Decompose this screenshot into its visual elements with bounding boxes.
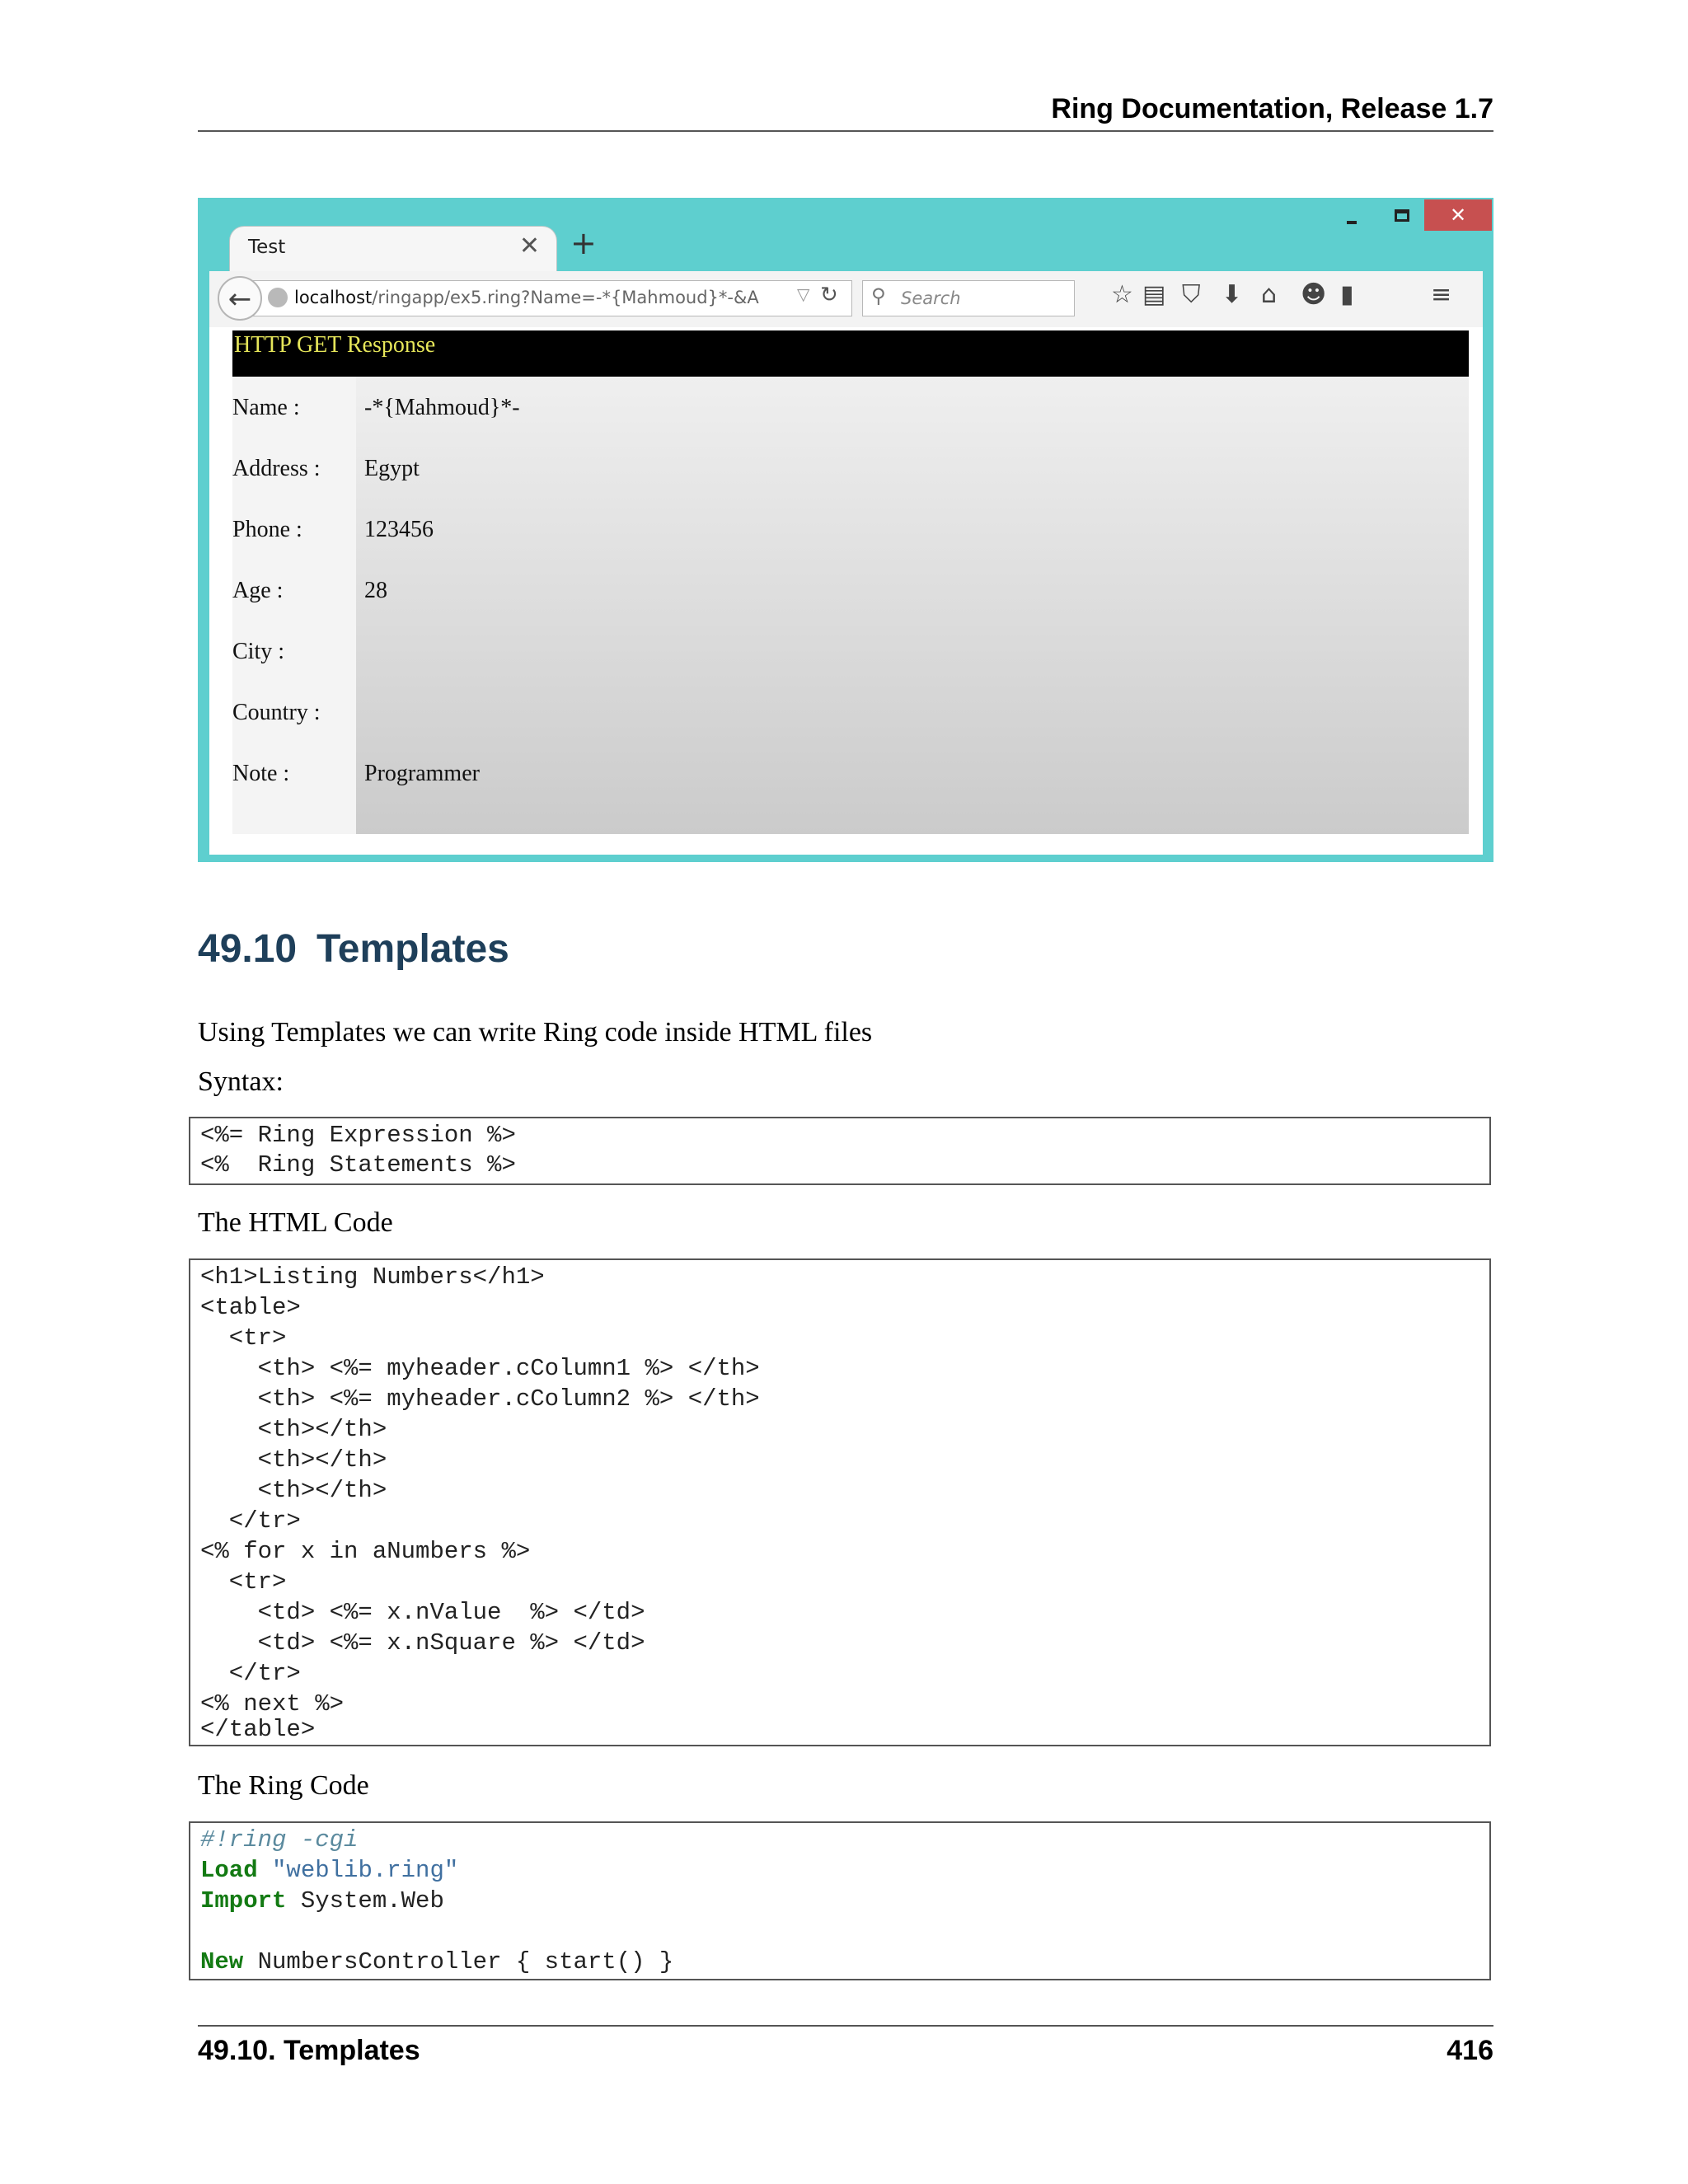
syntax-label: Syntax:	[198, 1066, 284, 1097]
code-line: <% for x in aNumbers %>	[200, 1538, 531, 1565]
url-host: localhost	[294, 288, 373, 307]
code-line: <th></th>	[200, 1477, 387, 1504]
code-line: <th> <%= myheader.cColumn1 %> </th>	[200, 1355, 760, 1382]
search-input[interactable]	[862, 280, 1075, 316]
code-string: "weblib.ring"	[272, 1857, 459, 1884]
field-label-phone: Phone :	[232, 517, 302, 542]
code-line	[200, 1948, 673, 1975]
response-title: HTTP GET Response	[234, 332, 436, 358]
code-line: </tr>	[200, 1507, 301, 1535]
ring-code-block	[189, 1821, 1491, 1980]
bookmark-icon[interactable]: ▮	[1340, 280, 1354, 309]
back-arrow-icon[interactable]: ←	[218, 276, 262, 321]
code-line: <td> <%= x.nValue %> </td>	[200, 1599, 645, 1626]
code-line: <%= Ring Expression %>	[200, 1122, 516, 1149]
code-line	[200, 1887, 444, 1915]
field-label-address: Address :	[232, 456, 321, 481]
code-line	[200, 1826, 358, 1854]
code-keyword: New	[200, 1948, 244, 1975]
field-label-name: Name :	[232, 395, 300, 420]
field-value-address: Egypt	[364, 456, 420, 481]
syntax-code-block	[189, 1117, 1491, 1185]
code-line: <h1>Listing Numbers</h1>	[200, 1263, 545, 1291]
menu-icon[interactable]: ≡	[1431, 280, 1452, 309]
code-line: <tr>	[200, 1568, 287, 1596]
html-code-label: The HTML Code	[198, 1207, 393, 1238]
code-line: <td> <%= x.nSquare %> </td>	[200, 1629, 645, 1657]
field-label-country: Country :	[232, 700, 321, 725]
code-line: <% next %>	[200, 1690, 345, 1718]
code-line: <th> <%= myheader.cColumn2 %> </th>	[200, 1385, 760, 1413]
window-close-button[interactable]: ✕	[1424, 199, 1492, 231]
tab-close-icon[interactable]: ✕	[518, 232, 540, 260]
home-icon[interactable]: ⌂	[1261, 280, 1278, 309]
url-dropdown-icon[interactable]: ▽	[797, 284, 810, 304]
footer-section: 49.10. Templates	[198, 2035, 420, 2066]
maximize-icon[interactable]	[1395, 209, 1409, 222]
field-label-note: Note :	[232, 761, 290, 786]
pocket-icon[interactable]: ⛉	[1182, 280, 1201, 309]
field-value-age: 28	[364, 578, 387, 603]
code-keyword: Import	[200, 1887, 287, 1915]
html-code-block	[189, 1258, 1491, 1746]
ring-code-label: The Ring Code	[198, 1770, 369, 1801]
code-line: <tr>	[200, 1324, 287, 1352]
new-tab-icon[interactable]: +	[570, 225, 597, 261]
page-footer	[198, 2025, 1493, 2066]
search-placeholder: Search	[901, 288, 961, 308]
code-line: <th></th>	[200, 1446, 387, 1474]
code-line: </table>	[200, 1716, 316, 1743]
url-path: /ringapp/ex5.ring?Name=-*{Mahmoud}*-&A	[372, 288, 759, 307]
page-header	[198, 91, 1493, 132]
star-icon[interactable]: ☆	[1111, 280, 1133, 309]
field-value-name: -*{Mahmoud}*-	[364, 395, 520, 420]
intro-paragraph: Using Templates we can write Ring code inside HTML files	[198, 1017, 873, 1047]
code-text: NumbersController { start() }	[243, 1948, 674, 1975]
code-line: <th></th>	[200, 1416, 387, 1443]
minimize-icon[interactable]	[1347, 221, 1357, 224]
browser-screenshot	[198, 198, 1493, 862]
code-line: </tr>	[200, 1660, 301, 1687]
reload-icon[interactable]: ↻	[820, 283, 838, 307]
url-bar[interactable]	[242, 280, 852, 316]
code-line	[200, 1857, 458, 1884]
url-text	[294, 288, 759, 307]
section-title: Templates	[316, 927, 509, 971]
navigation-toolbar	[209, 271, 1483, 328]
browser-tab[interactable]	[229, 226, 557, 272]
page-number: 416	[1447, 2035, 1493, 2066]
download-icon[interactable]: ⬇	[1221, 280, 1243, 309]
field-value-note: Programmer	[364, 761, 480, 786]
globe-icon	[268, 288, 288, 307]
document-title: Ring Documentation, Release 1.7	[1051, 93, 1493, 124]
chat-icon[interactable]: ☻	[1301, 280, 1327, 309]
code-line: <table>	[200, 1294, 301, 1321]
reading-list-icon[interactable]: ▤	[1142, 280, 1166, 309]
code-comment: #!ring -cgi	[200, 1826, 359, 1854]
code-line: <% Ring Statements %>	[200, 1151, 516, 1179]
tab-title: Test	[248, 237, 286, 258]
section-number: 49.10	[198, 927, 298, 971]
search-icon: ⚲	[871, 284, 886, 307]
page-content	[209, 327, 1483, 855]
code-text: System.Web	[286, 1887, 444, 1915]
field-value-phone: 123456	[364, 517, 434, 542]
field-label-city: City :	[232, 639, 285, 664]
code-keyword: Load	[200, 1857, 258, 1884]
response-header-bar	[232, 330, 1469, 377]
field-label-age: Age :	[232, 578, 284, 603]
response-table	[232, 377, 1469, 834]
